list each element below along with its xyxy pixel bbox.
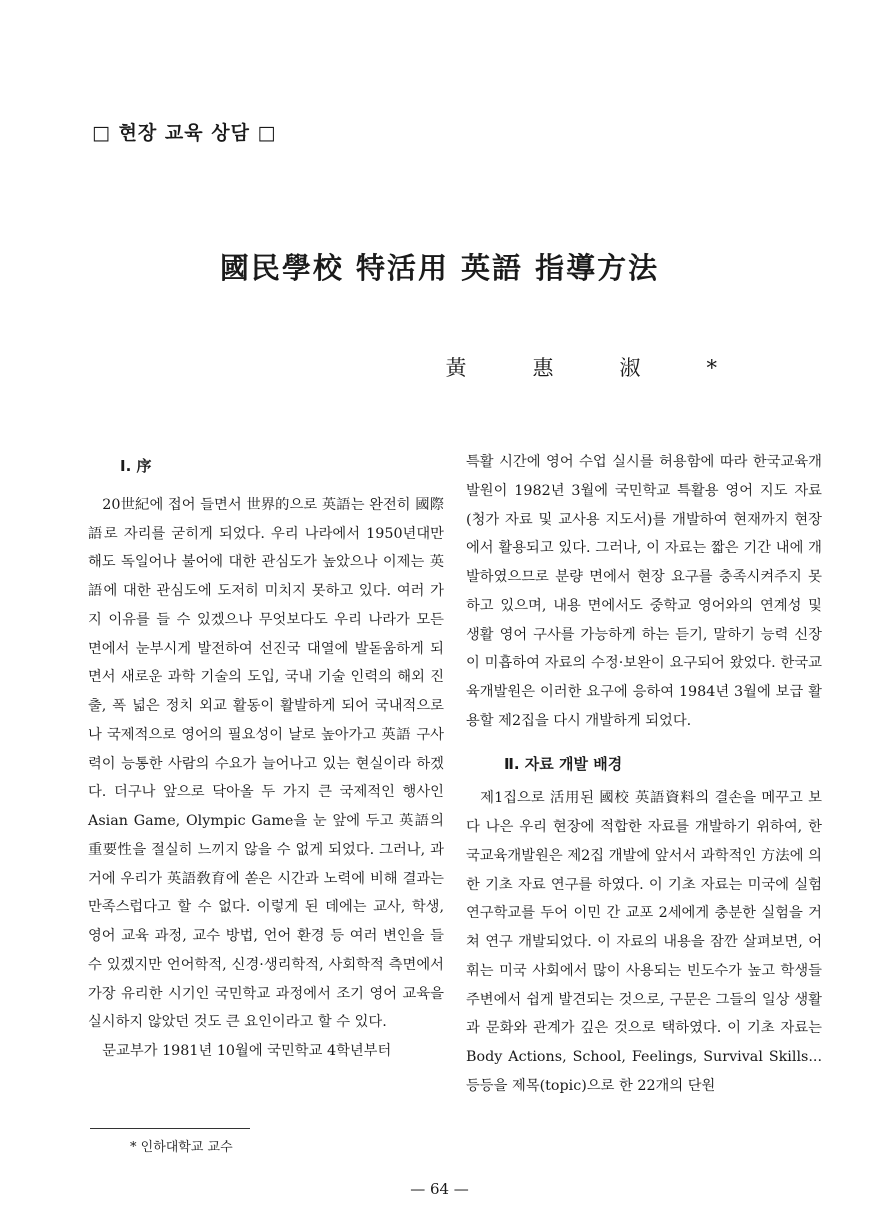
body-paragraph: 특활 시간에 영어 수업 실시를 허용함에 따라 한국교육개발원이 1982년 3월에 국민학교 특활용 영어 지도 자료(청가 자료 및 교사용 지도서)를 개발하여 현재까지 현장에서 활용되고 있다. 그러나, 이 자료는 짧은 기간 내에 개발하였으므로 분량 면에서 현장 요구를 충족시켜주지 못하고 있으며, 내용 면에서도 중학교 영어와의 연계성 및 생활 영어 구사를 가능하게 하는 듣기, 말하기 능력 신장이 미흡하여 자료의 수정·보완이 요구되어 왔었다. 한국교육개발원은 이러한 요구에 응하여 1984년 3월에 보급 활용할 제2집을 다시 개발하게 되었다. <box>466 454 822 729</box>
body-paragraph: 문교부가 1981년 10월에 국민학교 4학년부터 <box>102 1043 392 1059</box>
body-paragraph: 20世紀에 접어 들면서 世界的으로 英語는 완전히 國際語로 자리를 굳히게 되었다. 우리 나라에서 1950년대만 해도 독일어나 불어에 대한 관심도가 높았으나 이제는 英語에 대한 관심도에 도저히 미치지 못하고 있다. 여러 가지 이유를 들 수 있겠으나 무엇보다도 우리 나라가 모든 면에서 눈부시게 발전하여 선진국 대열에 발돋움하게 되면서 새로운 과학 기술의 도입, 국내 기술 인력의 해외 진출, 폭 넓은 정치 외교 활동이 활발하게 되어 국내적으로나 국제적으로 영어의 필요성이 날로 높아가고 英語 구사력이 능통한 사람의 수요가 늘어나고 있는 현실이라 하겠다. 더구나 앞으로 닥아올 두 가지 큰 국제적인 행사인 Asian Game, Olympic Game을 눈 앞에 두고 英語의 重要性을 절실히 느끼지 않을 수 없게 되었다. 그러나, 과거에 우리가 英語敎育에 쏟은 시간과 노력에 비해 결과는 만족스럽다고 할 수 없다. 이렇게 된 데에는 교사, 학생, 영어 교육 과정, 교수 방법, 언어 환경 등 여러 변인을 들 수 있겠지만 언어학적, 신경·생리학적, 사회학적 측면에서 가장 유리한 시기인 국민학교 과정에서 조기 영어 교육을 실시하지 않았던 것도 큰 요인이라고 할 수 있다. <box>88 496 444 1031</box>
page-number: — 64 — <box>410 1180 469 1198</box>
section-tag: □ 현장 교육 상담 □ <box>92 122 277 144</box>
right-column <box>466 448 822 1101</box>
footnote: * 인하대학교 교수 <box>130 1140 233 1155</box>
footnote-divider <box>90 1128 250 1129</box>
section-heading-background: Ⅱ. 자료 개발 배경 <box>504 754 623 773</box>
section-heading-intro: I. 序 <box>120 457 152 475</box>
body-paragraph: 제1집으로 活用된 國校 英語資料의 결손을 메꾸고 보다 나은 우리 현장에 적합한 자료를 개발하기 위하여, 한국교육개발원은 제2집 개발에 앞서서 과학적인 方法에 의한 기초 자료 연구를 하였다. 이 기초 자료는 미국에 실험 연구학교를 두어 이민 간 교포 2세에게 충분한 실험을 거쳐 연구 개발되었다. 이 자료의 내용을 잠깐 살펴보면, 어휘는 미국 사회에서 많이 사용되는 빈도수가 높고 학생들 주변에서 쉽게 발견되는 것으로, 구문은 그들의 일상 생활과 문화와 관계가 깊은 것으로 택하였다. 이 기초 자료는 Body Actions, School, Feelings, Survival Skills... 등등을 제목(topic)으로 한 22개의 단원 <box>466 790 822 1094</box>
left-column <box>88 448 444 1066</box>
article-author: 黃惠淑* <box>445 356 783 380</box>
article-title: 國民學校 特活用 英語 指導方法 <box>219 251 660 285</box>
